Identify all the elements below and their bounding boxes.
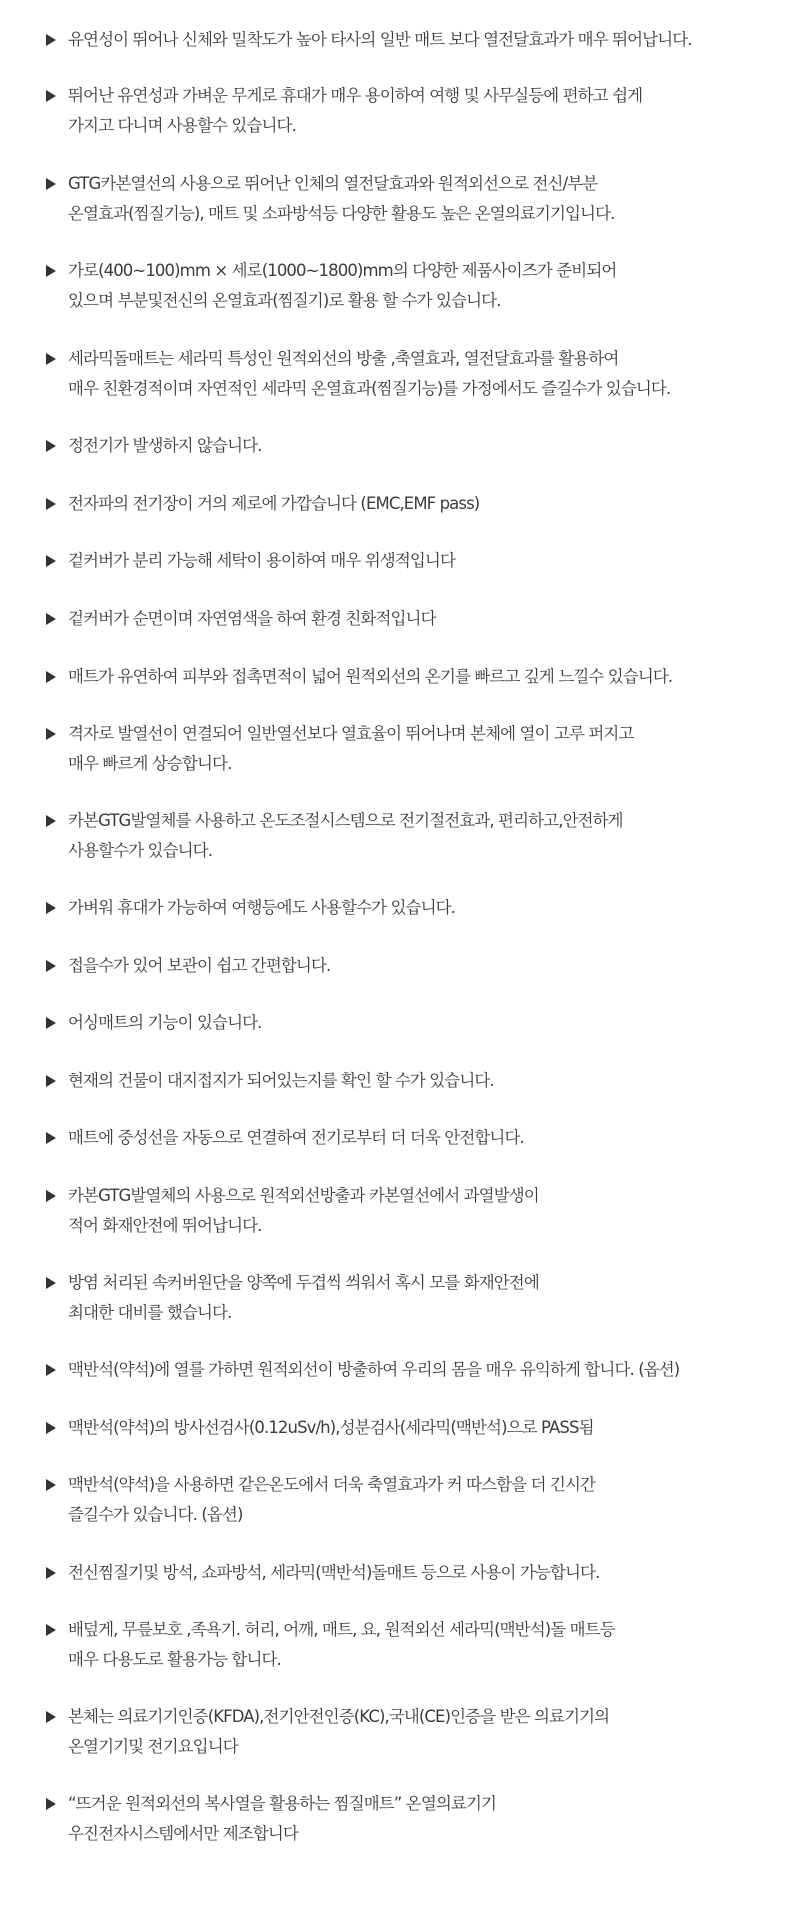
list-item-text: 매우 다용도로 활용가능 합니다. [68, 1650, 281, 1669]
triangle-bullet-icon [46, 1422, 56, 1434]
list-item-text: 겉커버가 분리 가능해 세탁이 용이하여 매우 위생적입니다 [68, 551, 456, 570]
list-item-text: 적어 화재안전에 뛰어납니다. [68, 1216, 262, 1235]
list-item-text: 온열기기및 전기요입니다 [68, 1737, 238, 1756]
triangle-bullet-icon [46, 498, 56, 510]
list-item-text: 카본GTG발열체의 사용으로 원적외선방출과 카본열선에서 과열발생이 [68, 1186, 539, 1205]
list-item-text: 가로(400∼100)mm × 세로(1000∼1800)mm의 다양한 제품사이즈가 준비되어 [68, 261, 617, 280]
triangle-bullet-icon [46, 353, 56, 365]
triangle-bullet-icon [46, 1567, 56, 1579]
triangle-bullet-icon [46, 671, 56, 683]
triangle-bullet-icon [46, 1132, 56, 1144]
list-item-text: 세라믹돌매트는 세라믹 특성인 원적외선의 방출 ,축열효과, 열전달효과를 활용하여 [68, 349, 619, 368]
list-item-text: GTG카본열선의 사용으로 뛰어난 인체의 열전달효과와 원적외선으로 전신/부분 [68, 174, 598, 193]
triangle-bullet-icon [46, 555, 56, 567]
list-item-text: 즐길수가 있습니다. (옵션) [68, 1505, 243, 1524]
triangle-bullet-icon [46, 815, 56, 827]
list-item-text: 매트가 유연하여 피부와 접촉면적이 넓어 원적외선의 온기를 빠르고 깊게 느낄수 있습니다. [68, 667, 673, 686]
triangle-bullet-icon [46, 1711, 56, 1723]
list-item-text: 전신찜질기및 방석, 쇼파방석, 세라믹(맥반석)돌매트 등으로 사용이 가능합니다. [68, 1563, 600, 1582]
triangle-bullet-icon [46, 90, 56, 102]
triangle-bullet-icon [46, 440, 56, 452]
triangle-bullet-icon [46, 1017, 56, 1029]
list-item-text: 우진전자시스템에서만 제조합니다 [68, 1824, 298, 1843]
list-item-text: 가지고 다니며 사용할수 있습니다. [68, 116, 296, 135]
triangle-bullet-icon [46, 265, 56, 277]
list-item-text: 격자로 발열선이 연결되어 일반열선보다 열효율이 뛰어나며 본체에 열이 고루 퍼지고 [68, 724, 634, 743]
list-item-text: 접을수가 있어 보관이 쉽고 간편합니다. [68, 956, 331, 975]
list-item-text: 뛰어난 유연성과 가벼운 무게로 휴대가 매우 용이하여 여행 및 사무실등에 편하고 쉽게 [68, 86, 643, 105]
list-item-text: 매우 친환경적이며 자연적인 세라믹 온열효과(찜질기능)를 가정에서도 즐길수가 있습니다. [68, 379, 671, 398]
list-item-text: 최대한 대비를 했습니다. [68, 1303, 232, 1322]
list-item-text: 정전기가 발생하지 않습니다. [68, 436, 262, 455]
list-item-text: 어싱매트의 기능이 있습니다. [68, 1013, 262, 1032]
triangle-bullet-icon [46, 1075, 56, 1087]
list-item-text: 방염 처리된 속커버원단을 양쪽에 두겹씩 씌워서 혹시 모를 화재안전에 [68, 1273, 539, 1292]
list-item-text: 본체는 의료기기인증(KFDA),전기안전인증(KC),국내(CE)인증을 받은 의료기기의 [68, 1707, 610, 1726]
list-item-text: 카본GTG발열체를 사용하고 온도조절시스템으로 전기절전효과, 편리하고,안전하게 [68, 811, 623, 830]
triangle-bullet-icon [46, 1624, 56, 1636]
list-item-text: 현재의 건물이 대지접지가 되어있는지를 확인 할 수가 있습니다. [68, 1071, 494, 1090]
triangle-bullet-icon [46, 1277, 56, 1289]
list-item-text: 맥반석(약석)에 열를 가하면 원적외선이 방출하여 우리의 몸을 매우 유익하게 합니다. (옵션) [68, 1360, 680, 1379]
triangle-bullet-icon [46, 34, 56, 46]
triangle-bullet-icon [46, 1798, 56, 1810]
list-item-text: 매트에 중성선을 자동으로 연결하여 전기로부터 더 더욱 안전합니다. [68, 1128, 524, 1147]
triangle-bullet-icon [46, 1364, 56, 1376]
list-item-text: 온열효과(찜질기능), 매트 및 소파방석등 다양한 활용도 높은 온열의료기기입니다. [68, 204, 615, 223]
triangle-bullet-icon [46, 1190, 56, 1202]
list-item-text: 매우 빠르게 상승합니다. [68, 754, 232, 773]
triangle-bullet-icon [46, 960, 56, 972]
list-item-text: 사용할수가 있습니다. [68, 841, 213, 860]
list-item-text: 가벼워 휴대가 가능하여 여행등에도 사용할수가 있습니다. [68, 898, 456, 917]
triangle-bullet-icon [46, 1479, 56, 1491]
triangle-bullet-icon [46, 728, 56, 740]
triangle-bullet-icon [46, 178, 56, 190]
list-item-text: 전자파의 전기장이 거의 제로에 가깝습니다 (EMC,EMF pass) [68, 494, 480, 513]
list-item-text: “뜨거운 원적외선의 복사열을 활용하는 찜질매트” 온열의료기기 [68, 1794, 497, 1813]
list-item-text: 겉커버가 순면이며 자연염색을 하여 환경 친화적입니다 [68, 609, 436, 628]
list-item-text: 있으며 부분및전신의 온열효과(찜질기)로 활용 할 수가 있습니다. [68, 291, 501, 310]
list-item-text: 유연성이 뛰어나 신체와 밀착도가 높아 타사의 일반 매트 보다 열전달효과가 매우 뛰어납니다. [68, 30, 692, 49]
list-item-text: 맥반석(약석)의 방사선검사(0.12uSv/h),성분검사(세라믹(맥반석)으로 PASS됨 [68, 1418, 594, 1437]
triangle-bullet-icon [46, 902, 56, 914]
list-item-text: 맥반석(약석)을 사용하면 같은온도에서 더욱 축열효과가 커 따스함을 더 긴시간 [68, 1475, 596, 1494]
list-item-text: 배덮게, 무릎보호 ,족욕기. 허리, 어깨, 매트, 요, 원적외선 세라믹(맥반석)돌 매트등 [68, 1620, 615, 1639]
triangle-bullet-icon [46, 613, 56, 625]
